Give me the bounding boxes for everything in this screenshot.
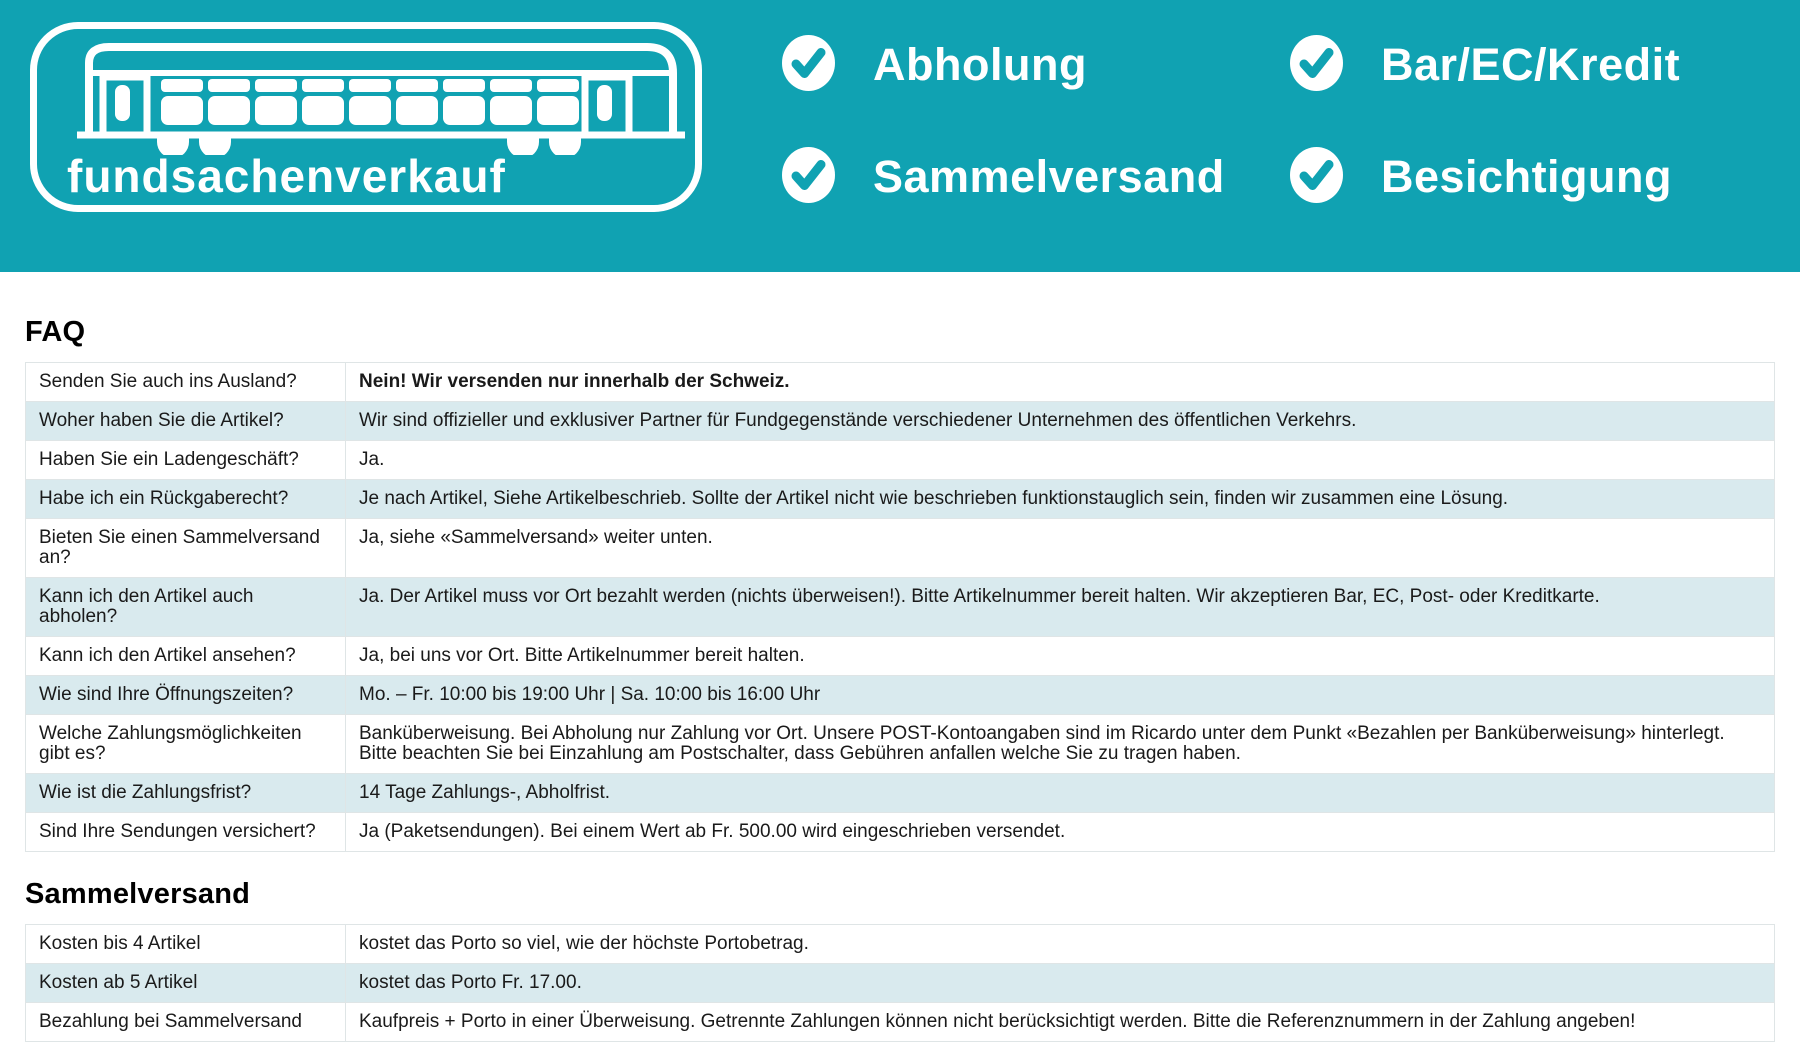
answer-cell: Kaufpreis + Porto in einer Überweisung. Getrennte Zahlungen können nicht berücksichtigt werden. Bitte die Referenznummern in der Zahlung angeben! <box>346 1003 1775 1042</box>
question-cell: Kosten ab 5 Artikel <box>26 964 346 1003</box>
table-row <box>26 519 1775 578</box>
check-circle-icon <box>782 35 835 96</box>
table-row <box>26 402 1775 441</box>
feature-abholung <box>782 36 1087 94</box>
question-cell: Senden Sie auch ins Ausland? <box>26 363 346 402</box>
question-cell: Sind Ihre Sendungen versichert? <box>26 813 346 852</box>
content-area <box>0 316 1800 1042</box>
feature-label: Bar/EC/Kredit <box>1381 39 1681 90</box>
question-cell: Habe ich ein Rückgaberecht? <box>26 480 346 519</box>
answer-cell: kostet das Porto Fr. 17.00. <box>346 964 1775 1003</box>
logo-wordmark: fundsachenverkauf <box>67 150 506 202</box>
answer-cell: Wir sind offizieller und exklusiver Partner für Fundgegenstände verschiedener Unternehmen des öffentlichen Verkehrs. <box>346 402 1775 441</box>
table-row <box>26 964 1775 1003</box>
answer-cell: Ja, bei uns vor Ort. Bitte Artikelnummer bereit halten. <box>346 637 1775 676</box>
answer-cell: kostet das Porto so viel, wie der höchste Portobetrag. <box>346 925 1775 964</box>
question-cell: Welche Zahlungsmöglichkeiten gibt es? <box>26 715 346 774</box>
answer-cell: Nein! Wir versenden nur innerhalb der Schweiz. <box>346 363 1775 402</box>
check-circle-icon <box>782 147 835 208</box>
answer-cell: Ja. Der Artikel muss vor Ort bezahlt werden (nichts überweisen!). Bitte Artikelnummer bereit halten. Wir akzeptieren Bar, EC, Post- oder Kreditkarte. <box>346 578 1775 637</box>
check-circle-icon <box>1290 35 1343 96</box>
feature-label: Sammelversand <box>873 151 1225 202</box>
table-row <box>26 1003 1775 1042</box>
question-cell: Wie ist die Zahlungsfrist? <box>26 774 346 813</box>
feature-sammelversand <box>782 148 1225 206</box>
sammelversand-title: Sammelversand <box>25 878 251 910</box>
answer-cell: 14 Tage Zahlungs-, Abholfrist. <box>346 774 1775 813</box>
table-row <box>26 715 1775 774</box>
question-cell: Kann ich den Artikel ansehen? <box>26 637 346 676</box>
feature-label: Besichtigung <box>1381 151 1673 202</box>
answer-cell: Mo. – Fr. 10:00 bis 19:00 Uhr | Sa. 10:00 bis 16:00 Uhr <box>346 676 1775 715</box>
feature-besichtigung <box>1290 148 1672 206</box>
answer-cell: Ja. <box>346 441 1775 480</box>
sammelversand-table <box>25 924 1775 1042</box>
table-row <box>26 813 1775 852</box>
train-wagon-icon <box>37 35 695 155</box>
table-row <box>26 363 1775 402</box>
faq-title: FAQ <box>25 316 86 348</box>
feature-label: Abholung <box>873 39 1087 90</box>
question-cell: Kosten bis 4 Artikel <box>26 925 346 964</box>
question-cell: Bezahlung bei Sammelversand <box>26 1003 346 1042</box>
question-cell: Woher haben Sie die Artikel? <box>26 402 346 441</box>
table-row <box>26 480 1775 519</box>
answer-cell: Banküberweisung. Bei Abholung nur Zahlung vor Ort. Unsere POST-Kontoangaben sind im Ricardo unter dem Punkt «Bezahlen per Banküberweisung» hinterlegt. Bitte beachten Sie bei Einzahlung am Postschalter, dass Gebühren anfallen welche Sie zu tragen haben. <box>346 715 1775 774</box>
table-row <box>26 774 1775 813</box>
table-row <box>26 637 1775 676</box>
answer-cell: Ja (Paketsendungen). Bei einem Wert ab Fr. 500.00 wird eingeschrieben versendet. <box>346 813 1775 852</box>
table-row <box>26 578 1775 637</box>
table-row <box>26 676 1775 715</box>
question-cell: Kann ich den Artikel auch abholen? <box>26 578 346 637</box>
question-cell: Bieten Sie einen Sammelversand an? <box>26 519 346 578</box>
question-cell: Haben Sie ein Ladengeschäft? <box>26 441 346 480</box>
answer-cell: Je nach Artikel, Siehe Artikelbeschrieb. Sollte der Artikel nicht wie beschrieben funktionstauglich sein, finden wir zusammen eine Lösung. <box>346 480 1775 519</box>
answer-cell: Ja, siehe «Sammelversand» weiter unten. <box>346 519 1775 578</box>
faq-table <box>25 362 1775 852</box>
question-cell: Wie sind Ihre Öffnungszeiten? <box>26 676 346 715</box>
check-circle-icon <box>1290 147 1343 208</box>
table-row <box>26 925 1775 964</box>
feature-bar-ec-kredit <box>1290 36 1680 94</box>
table-row <box>26 441 1775 480</box>
page-header <box>0 0 1800 272</box>
fundsachenverkauf-logo <box>30 22 702 212</box>
